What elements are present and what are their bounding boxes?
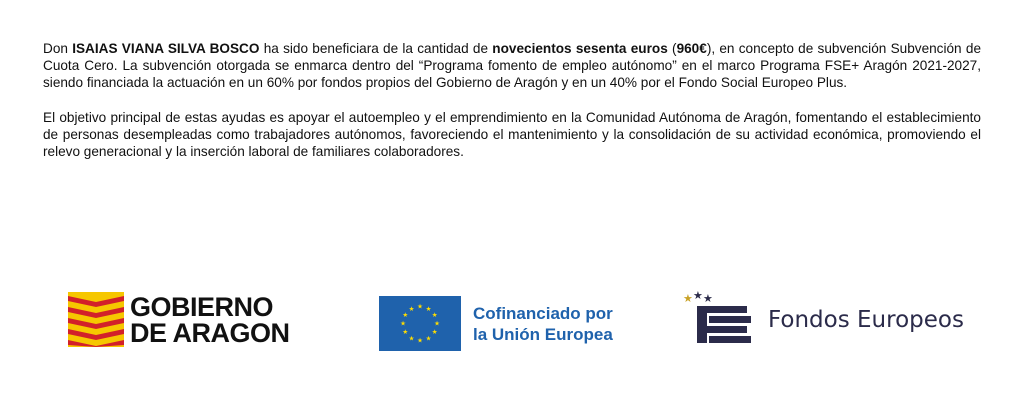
aragon-flag-icon [68, 292, 124, 347]
aragon-line2: DE ARAGON [130, 317, 290, 348]
eu-star: ★ [425, 334, 432, 343]
fondos-europeos-label: Fondos Europeos [768, 307, 964, 333]
svg-text:★: ★ [693, 290, 703, 302]
eu-flag-icon [379, 296, 461, 351]
gobierno-aragon-logo [68, 292, 290, 347]
beneficiary-name: ISAIAS VIANA SILVA BOSCO [72, 41, 260, 56]
logo-strip [0, 286, 1030, 356]
eu-star: ★ [431, 311, 438, 320]
eu-star: ★ [425, 304, 432, 313]
amount-value: 960€ [676, 41, 707, 56]
text-segment: ), en concepto de subvención Subvención de Cuota Cero. La subvención otorgada se enmarca dentro del “Programa fomento de empleo autónomo” en el marco Programa FSE+ Aragón 2021-2027, siendo financiada la actuación en un 60% por fondos propios del Gobierno de Aragón y en un 40% por el Fondo Social Europeo Plus. [43, 41, 981, 91]
svg-text:★: ★ [683, 292, 693, 305]
eu-star: ★ [408, 334, 415, 343]
document-body [43, 40, 981, 177]
text-segment: ( [667, 41, 677, 56]
aragon-wordmark [130, 291, 290, 348]
eu-star: ★ [417, 336, 423, 345]
aragon-line1: GOBIERNO [130, 291, 274, 322]
eu-star: ★ [400, 319, 406, 328]
svg-text:★: ★ [703, 292, 713, 305]
eu-star: ★ [417, 302, 423, 311]
eu-line2: la Unión Europea [473, 324, 613, 344]
eu-cofinancing-logo [379, 296, 613, 351]
eu-star: ★ [434, 319, 440, 328]
text-segment: Don [43, 41, 73, 56]
eu-line1: Cofinanciado por [473, 303, 613, 323]
eu-star: ★ [402, 311, 409, 320]
text-segment: ha sido beneficiara de la cantidad de [259, 41, 493, 56]
amount-words: novecientos sesenta euros [492, 41, 668, 56]
eu-star: ★ [402, 328, 409, 337]
paragraph-beneficiary [43, 40, 981, 92]
fondos-europeos-icon [683, 290, 757, 350]
eu-star: ★ [408, 304, 415, 313]
eu-star: ★ [431, 328, 438, 337]
eu-wordmark [473, 303, 613, 345]
paragraph-objective: El objetivo principal de estas ayudas es apoyar el autoempleo y el emprendimiento en la Comunidad Autónoma de Aragón, fomentando el establecimiento de personas desempleadas como trabajadores autónomos, favoreciendo el mantenimiento y la consolidación de su actividad económica, promoviendo el relevo generacional y la inserción laboral de familiares colaboradores. [43, 109, 981, 160]
fondos-europeos-logo [683, 290, 964, 350]
